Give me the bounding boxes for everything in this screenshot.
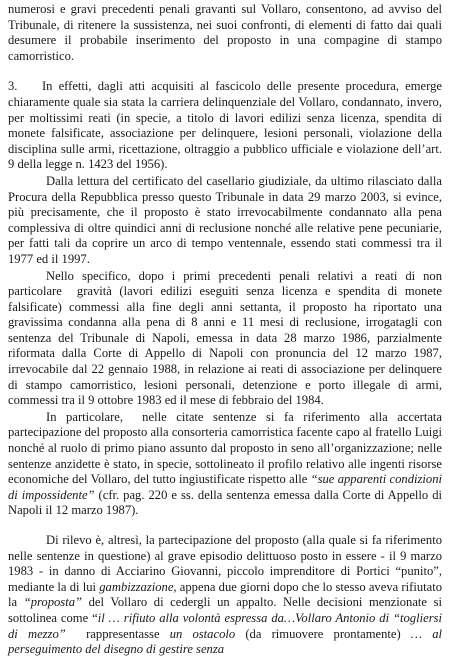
paragraph-1-text: numerosi e gravi precedenti penali gravanti sul Vollaro, consentono, ad avviso del Tribunale, di ritenere la sussistenza, nei suoi confronti, di elementi di fatto dai quali desumere il probabile inserimento del proposto in una compagine di stampo camorristico. [8, 2, 442, 63]
paragraph-1 [8, 2, 442, 64]
paragraph-2-text: 3. In effetti, dagli atti acquisiti al fascicolo delle presente procedura, emerge chiaramente quale sia stata la carriera delinquenziale del Vollaro, condannato, invero, per moltissimi reati (in specie, a titolo di lavori edilizi senza licenza, spendita di monete falsificate, associazione per delinquere, lesioni personali, violazione della disciplina sulle armi, ricettazione, oltraggio a pubblico ufficiale e violazione dell’art. 9 della legge n. 1423 del 1956). [8, 79, 442, 172]
paragraph-6-text-a: Di rilevo è, altresì, la partecipazione del proposto (alla quale si fa riferimento nelle sentenze in questione) al grave episodio delittuoso posto in essere - il 9 marzo 1983 - in danno di Acciarino Giovanni, piccolo imprenditore di Portici “punito”, mediante la di lui [8, 533, 442, 594]
paragraph-6-ostacolo: un ostacolo [169, 626, 236, 641]
paragraph-6-text-c: del Vollaro di cedergli un appalto. Nelle decisioni menzionate si sottolinea come “ [8, 595, 442, 625]
paragraph-6-proposta: “proposta” [23, 595, 83, 610]
paragraph-4 [8, 269, 442, 409]
paragraph-5-quote: “sue apparenti condizioni di impossidente” [8, 472, 442, 502]
paragraph-6-quote-2: … al perseguimento del disegno di gestire senza [8, 626, 443, 657]
paragraph-3-text: Dalla lettura del certificato del casellario giudiziale, da ultimo rilasciato dalla Procura della Repubblica presso questo Tribunale in data 29 marzo 2003, si evince, più precisamente, che il proposto è stato irrevocabilmente condannato alla pena complessiva di oltre quindici anni di reclusione nonché alle relative pene pecuniarie, per fatti tali da coprire un arco di tempo ventennale, essendo stati commessi tra il 1977 ed il 1997. [8, 173, 442, 266]
paragraph-6-text-b: , appena due giorni dopo che lo stesso aveva rifiutato la [8, 579, 443, 610]
paragraph-2 [8, 79, 442, 173]
paragraph-3 [8, 174, 442, 268]
paragraph-6-quote-1: il … rifiuto alla volontà espressa da…Vollaro Antonio di “togliersi di mezzo” [8, 610, 442, 641]
paragraph-4-text: Nello specifico, dopo i primi precedenti penali relativi a reati di non particolare gravità (lavori edilizi eseguiti senza licenza e spendita di monete falsificate) commessi alla fine degli anni settanta, il proposto ha riportato una gravissima condanna alla pena di 8 anni e 11 mesi di reclusione, irrogatagli con sentenza del Tribunale di Napoli, emessa in data 28 marzo 1986, parzialmente riformata dalla Corte di Appello di Napoli con pronuncia del 12 marzo 1987, irrevocabile dal 22 gennaio 1988, in relazione ai reati di associazione per delinquere di stampo camorristico, lesioni personali, detenzione e porto illegale di armi, commessi tra il 9 ottobre 1983 ed il mese di febbraio del 1984. [8, 268, 442, 408]
paragraph-6-text-e: (da rimuovere prontamente) [235, 626, 411, 641]
document-page [8, 2, 442, 658]
paragraph-6-term: gambizzazione [99, 579, 174, 594]
paragraph-5-text-b: (cfr. pag. 220 e ss. della sentenza emessa dalla Corte di Appello di Napoli il 12 marzo 1987). [8, 487, 442, 518]
paragraph-5-text-a: In particolare, nelle citate sentenze si fa riferimento alla accertata partecipazione del proposto alla consorteria camorristica facente capo al fratello Luigi nonché al ruolo di primo piano assunto dal proposto in seno all’organizzazione; nelle sentenze anzidette è stato, in specie, sottolineato il profilo relativo alle ingenti risorse economiche del Vollaro, del tutto ingiustificate rispetto alle [8, 409, 442, 487]
paragraph-6 [8, 533, 442, 658]
paragraph-6-text-d: rappresentasse [65, 626, 170, 641]
paragraph-5 [8, 410, 442, 519]
